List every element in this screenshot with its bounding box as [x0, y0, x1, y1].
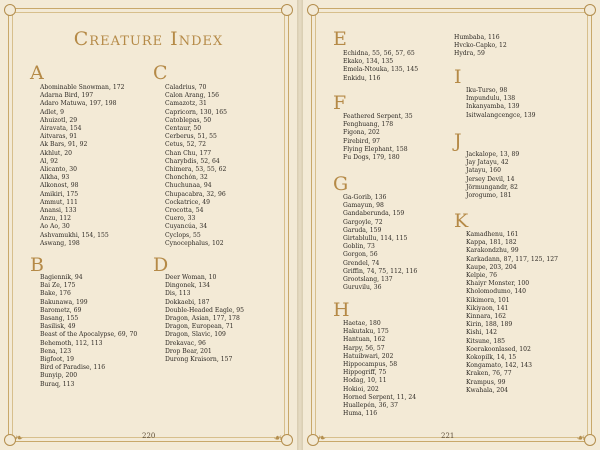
- section-letter-g: G: [333, 173, 349, 195]
- index-entry: Cerberus, 51, 55: [165, 133, 217, 141]
- index-entry: Kinnara, 162: [466, 313, 507, 321]
- index-entry: Echidna, 55, 56, 57, 65: [343, 50, 415, 57]
- index-entry: Anzu, 112: [40, 215, 71, 223]
- index-entry: Chan Chu, 177: [165, 149, 212, 157]
- index-entry: Basilisk, 49: [40, 323, 76, 331]
- index-entry: Karakondzhu, 99: [466, 247, 519, 255]
- index-entry: Cuero, 33: [165, 215, 196, 223]
- index-entry: Airavata, 154: [40, 125, 82, 133]
- index-list-b: [40, 274, 137, 389]
- index-list-d: [165, 274, 244, 364]
- footer-ornament-icon: ☙: [576, 433, 586, 444]
- index-list-c: [165, 84, 227, 248]
- index-entry: Impundulu, 138: [466, 95, 516, 103]
- right-page: [303, 0, 600, 450]
- section-letter-a: A: [30, 62, 44, 84]
- index-list-k: [466, 231, 558, 395]
- index-entry: Enkidu, 116: [343, 74, 381, 82]
- index-entry: Kongamato, 142, 143: [466, 362, 533, 370]
- index-entry: Ga-Gorib, 136: [343, 194, 387, 201]
- index-entry: Haetae, 180: [343, 320, 381, 327]
- index-entry: Hippocampus, 58: [343, 361, 398, 369]
- index-entry: Basang, 155: [40, 315, 79, 323]
- index-entry: Gandaberunda, 159: [343, 210, 405, 218]
- index-entry: Huallepén, 36, 37: [343, 402, 399, 410]
- footer-ornament-icon: ☙: [273, 433, 283, 444]
- index-entry: Bakunawa, 199: [40, 298, 88, 306]
- index-entry: Figona, 202: [343, 129, 380, 137]
- index-entry: Hatuibwari, 202: [343, 352, 394, 360]
- index-entry: Dingonek, 134: [165, 282, 211, 290]
- index-entry: Jörmungandr, 82: [466, 183, 518, 191]
- index-entry: Flying Elephant, 158: [343, 145, 408, 153]
- index-entry: Kaupe, 203, 204: [466, 263, 517, 271]
- index-entry: Crocotta, 54: [165, 207, 204, 215]
- index-entry: Jatayu, 160: [466, 167, 502, 175]
- index-entry: Hokioi, 202: [343, 385, 379, 393]
- index-entry: Camazotz, 31: [165, 100, 207, 108]
- index-entry: Charybdis, 52, 64: [165, 157, 220, 165]
- index-entry: Jay Jatayu, 42: [466, 159, 509, 167]
- index-entry: Durong Kraisorn, 157: [165, 356, 233, 364]
- index-entry: Kelpie, 76: [466, 272, 498, 280]
- index-entry: Bai Ze, 175: [40, 282, 76, 290]
- index-entry: Gargoyle, 72: [343, 218, 383, 226]
- section-letter-f: F: [333, 92, 347, 114]
- index-list-a: [40, 84, 124, 248]
- index-entry: Kholomodumo, 140: [466, 288, 526, 296]
- index-entry: Caladrius, 70: [165, 84, 207, 91]
- index-entry: Alicanto, 30: [40, 166, 78, 174]
- index-entry: Drekavac, 96: [165, 339, 206, 347]
- corner-ornament-icon: [4, 4, 16, 16]
- index-entry: Bunyip, 200: [40, 372, 78, 380]
- index-entry: Kokopilk, 14, 15: [466, 354, 517, 362]
- index-entry: Bigfoot, 19: [40, 356, 74, 364]
- index-entry: Humbaba, 116: [454, 34, 500, 41]
- index-list-h: [343, 320, 416, 418]
- index-entry: Kitsune, 185: [466, 337, 506, 345]
- page-number: 221: [441, 432, 455, 440]
- index-entry: Beast of the Apocalypse, 69, 70: [40, 331, 138, 339]
- section-letter-j: J: [454, 130, 462, 152]
- index-entry: Hakutaku, 175: [343, 328, 389, 336]
- index-entry: Chupacabra, 32, 96: [165, 190, 226, 198]
- index-entry: Kappa, 181, 182: [466, 239, 517, 247]
- index-entry: Harpy, 56, 57: [343, 344, 385, 352]
- index-entry: Behemoth, 112, 113: [40, 339, 103, 347]
- index-entry: Kraken, 76, 77: [466, 370, 512, 378]
- index-entry: Aitvaras, 91: [40, 133, 78, 141]
- page-title: Creature Index: [73, 28, 224, 50]
- section-letter-e: E: [333, 28, 347, 50]
- section-letter-b: B: [30, 254, 44, 276]
- index-entry: Gamayun, 98: [343, 202, 384, 210]
- index-entry: Jersey Devil, 14: [466, 175, 515, 183]
- index-entry: Dis, 113: [165, 290, 191, 298]
- index-entry: Fu Dogs, 179, 180: [343, 154, 400, 162]
- index-entry: Barometz, 69: [40, 306, 82, 314]
- index-list-h-continued: [454, 34, 507, 59]
- section-letter-k: K: [454, 210, 469, 232]
- index-entry: Cynocephalus, 102: [165, 239, 224, 247]
- index-entry: Anansi, 133: [40, 207, 77, 215]
- index-entry: Ahuizotl, 29: [40, 116, 78, 124]
- index-entry: Krampus, 99: [466, 378, 506, 386]
- index-list-e: [343, 50, 418, 83]
- index-list-j: [466, 151, 519, 200]
- corner-ornament-icon: [307, 4, 319, 16]
- index-entry: Cuyancúa, 34: [165, 223, 208, 231]
- index-entry: Jackalope, 13, 89: [466, 151, 520, 158]
- index-entry: Dokkaebi, 187: [165, 298, 210, 306]
- index-entry: Cyclops, 55: [165, 231, 201, 239]
- index-entry: Koerakoonlased, 102: [466, 345, 531, 353]
- index-entry: Fenghuang, 178: [343, 121, 394, 129]
- index-entry: Girtablullu, 114, 115: [343, 235, 408, 243]
- index-entry: Isitwalangcengce, 139: [466, 111, 536, 119]
- index-entry: Cockatrice, 49: [165, 198, 211, 206]
- index-entry: Hydra, 59: [454, 50, 485, 58]
- index-entry: Ammut, 111: [40, 198, 78, 206]
- index-entry: Kwahala, 204: [466, 386, 509, 394]
- index-entry: Hodag, 10, 11: [343, 377, 387, 385]
- index-entry: Akhlut, 20: [40, 149, 72, 157]
- index-entry: Bagiennik, 94: [40, 274, 83, 281]
- section-letter-h: H: [333, 299, 350, 321]
- index-entry: Feathered Serpent, 35: [343, 113, 413, 120]
- index-entry: Ekako, 134, 135: [343, 58, 394, 66]
- index-entry: Emela-Ntouka, 135, 145: [343, 66, 419, 74]
- index-entry: Bake, 176: [40, 290, 71, 298]
- index-entry: Ao Ao, 30: [40, 223, 70, 231]
- index-entry: Adarna Bird, 197: [40, 92, 94, 100]
- index-entry: Chimera, 53, 55, 62: [165, 166, 227, 174]
- index-entry: Kamadhenu, 161: [466, 231, 519, 238]
- index-entry: Kirin, 188, 189: [466, 321, 513, 329]
- index-entry: Capricorn, 130, 165: [165, 108, 227, 116]
- index-entry: Ak Bars, 91, 92: [40, 141, 88, 149]
- index-entry: Kikimora, 101: [466, 296, 510, 304]
- index-entry: Centaur, 50: [165, 125, 202, 133]
- section-letter-d: D: [153, 254, 169, 276]
- index-entry: Catoblepas, 50: [165, 116, 212, 124]
- index-entry: Inkanyamba, 139: [466, 103, 520, 111]
- corner-ornament-icon: [281, 4, 293, 16]
- index-entry: Buraq, 113: [40, 380, 75, 388]
- index-entry: Adaro Matuwa, 197, 198: [40, 100, 117, 108]
- index-entry: Chuchunaa, 94: [165, 182, 212, 190]
- index-entry: Alkha, 93: [40, 174, 70, 182]
- corner-ornament-icon: [584, 4, 596, 16]
- footer-ornament-icon: ❧: [317, 433, 327, 444]
- index-entry: Garuda, 159: [343, 226, 382, 234]
- index-entry: Karkadann, 87, 117, 125, 127: [466, 255, 558, 263]
- index-entry: Calon Arang, 156: [165, 92, 220, 100]
- index-entry: Al, 92: [40, 157, 58, 165]
- index-entry: Alkonost, 98: [40, 182, 79, 190]
- index-entry: Guruvilu, 36: [343, 284, 382, 292]
- index-entry: Hvcko-Capko, 12: [454, 42, 507, 50]
- index-entry: Hantuan, 162: [343, 336, 386, 344]
- page-number: 220: [142, 432, 156, 440]
- index-entry: Bird of Paradise, 116: [40, 364, 106, 372]
- index-entry: Aswang, 198: [40, 239, 80, 247]
- left-page: [0, 0, 297, 450]
- index-entry: Iku-Turso, 98: [466, 87, 508, 94]
- footer-ornament-icon: ❧: [14, 433, 24, 444]
- index-entry: Dragon, Asian, 177, 178: [165, 315, 240, 323]
- index-entry: Double-Headed Eagle, 95: [165, 306, 245, 314]
- index-entry: Gorgon, 56: [343, 251, 378, 259]
- index-entry: Hippogriff, 75: [343, 369, 387, 377]
- index-entry: Dragon, Slavic, 109: [165, 331, 226, 339]
- index-entry: Kikiyaon, 141: [466, 304, 509, 312]
- index-entry: Huma, 116: [343, 410, 378, 418]
- index-entry: Horned Serpent, 11, 24: [343, 393, 417, 401]
- index-entry: Grootslang, 137: [343, 276, 393, 284]
- index-list-i: [466, 87, 536, 120]
- index-entry: Chonchón, 32: [165, 174, 208, 182]
- index-entry: Bena, 123: [40, 347, 72, 355]
- index-entry: Ashvamukhi, 154, 155: [40, 231, 109, 239]
- index-entry: Amikiri, 175: [40, 190, 79, 198]
- index-entry: Griffin, 74, 75, 112, 116: [343, 267, 418, 275]
- index-entry: Firebird, 97: [343, 137, 380, 145]
- index-entry: Dragon, European, 71: [165, 323, 234, 331]
- index-entry: Jorogumo, 181: [466, 192, 512, 200]
- index-entry: Adlet, 9: [40, 108, 65, 116]
- section-letter-i: I: [454, 66, 462, 88]
- index-entry: Abominable Snowman, 172: [40, 84, 125, 91]
- index-entry: Goblin, 73: [343, 243, 375, 251]
- index-entry: Cetus, 52, 72: [165, 141, 207, 149]
- index-entry: Drop Bear, 201: [165, 347, 212, 355]
- index-entry: Khaiyr Monster, 100: [466, 280, 530, 288]
- index-list-f: [343, 113, 413, 162]
- index-entry: Deer Woman, 10: [165, 274, 217, 281]
- index-list-g: [343, 194, 417, 292]
- index-entry: Kishi, 142: [466, 329, 498, 337]
- section-letter-c: C: [153, 62, 168, 84]
- index-entry: Grendel, 74: [343, 259, 380, 267]
